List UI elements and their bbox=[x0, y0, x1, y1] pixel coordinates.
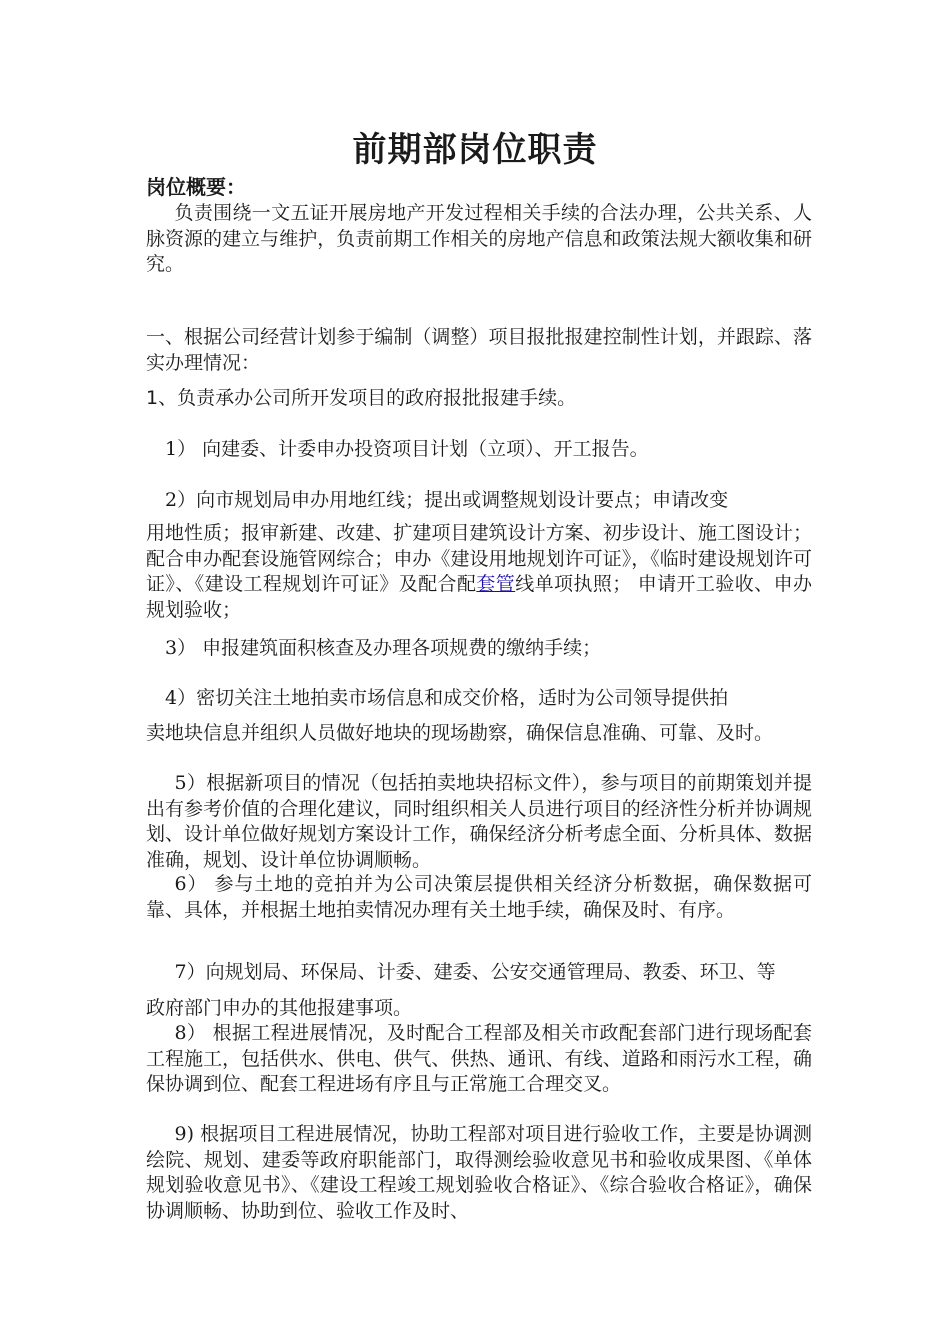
sub-item-2-text-before-link: 用地性质；报审新建、改建、扩建项目建筑设计方案、初步设计、施工图设计；配合申办配套设施管网综合；申办《建设用地规划许可证》，《临时建设规划许可证》、《建设工程规划许可证》及配合配 bbox=[146, 522, 812, 595]
sub-item-4-line-1: 4）密切关注土地拍卖市场信息和成交价格，适时为公司领导提供拍 bbox=[165, 687, 729, 709]
sub-item-2-line-1: 2）向市规划局申办用地红线；提出或调整规划设计要点；申请改变 bbox=[165, 489, 729, 511]
sub-item-9-paragraph: 9) 根据项目工程进展情况，协助工程部对项目进行验收工作，主要是协调测绘院、规划、建委等政府职能部门，取得测绘验收意见书和验收成果图、《单体规划验收意见书》、《建设工程竣工规划验收合格证》、《综合验收合格证》，确保协调顺畅、协助到位、验收工作及时、 bbox=[146, 1123, 812, 1222]
sub-item-5-paragraph: 5）根据新项目的情况（包括拍卖地块招标文件），参与项目的前期策划并提出有参考价值的合理化建议，同时组织相关人员进行项目的经济性分析并协调规划、设计单位做好规划方案设计工作，确保经济分析考虑全面、分析具体、数据准确，规划、设计单位协调顺畅。 bbox=[146, 772, 812, 871]
overview-paragraph: 负责围绕一文五证开展房地产开发过程相关手续的合法办理，公共关系、人脉资源的建立与维护，负责前期工作相关的房地产信息和政策法规大额收集和研究。 bbox=[146, 202, 812, 275]
sub-item-6-paragraph: 6） 参与土地的竞拍并为公司决策层提供相关经济分析数据，确保数据可靠、具体，并根据土地拍卖情况办理有关土地手续，确保及时、有序。 bbox=[146, 873, 812, 921]
page-title: 前期部岗位职责 bbox=[352, 130, 598, 170]
sub-item-2-link[interactable]: 套管 bbox=[476, 573, 516, 595]
overview-heading: 岗位概要： bbox=[146, 175, 246, 199]
sub-item-8-paragraph: 8） 根据工程进展情况，及时配合工程部及相关市政配套部门进行现场配套工程施工，包括供水、供电、供气、供热、通讯、有线、道路和雨污水工程，确保协调到位、配套工程进场有序且与正常施工合理交叉。 bbox=[146, 1022, 812, 1095]
section-1-paragraph: 一、根据公司经营计划参于编制（调整）项目报批报建控制性计划，并跟踪、落实办理情况： bbox=[146, 326, 812, 374]
sub-item-3-paragraph: 3） 申报建筑面积核查及办理各项规费的缴纳手续； bbox=[165, 637, 602, 659]
sub-item-4-paragraph: 卖地块信息并组织人员做好地块的现场勘察，确保信息准确、可靠、及时。 bbox=[146, 722, 774, 744]
sub-item-1-paragraph: 1） 向建委、计委申办投资项目计划（立项）、开工报告。 bbox=[165, 438, 649, 460]
item-1-paragraph: 1、负责承办公司所开发项目的政府报批报建手续。 bbox=[146, 387, 577, 409]
sub-item-2-paragraph bbox=[146, 521, 812, 623]
sub-item-2-text-after-link: 线单项执照； 申请开工验收、申办规划验收； bbox=[146, 573, 812, 621]
sub-item-7-paragraph: 政府部门申办的其他报建事项。 bbox=[146, 997, 413, 1019]
sub-item-7-line-1: 7）向规划局、环保局、计委、建委、公安交通管理局、教委、环卫、等 bbox=[174, 961, 776, 983]
